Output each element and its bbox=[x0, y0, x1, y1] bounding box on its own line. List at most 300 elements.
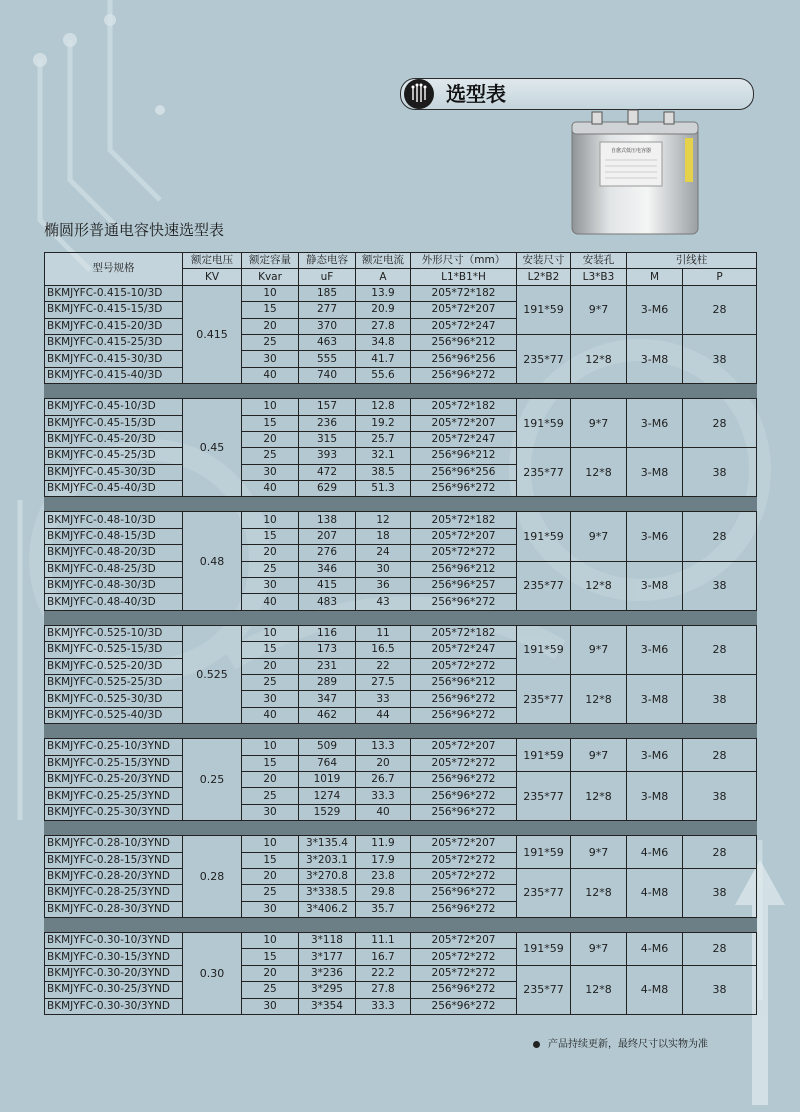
table-row bbox=[45, 836, 757, 852]
capacitance-cell: 207 bbox=[299, 528, 356, 544]
terminal-m-cell: 3-M6 bbox=[627, 512, 683, 561]
capacitance-cell: 3*236 bbox=[299, 965, 356, 981]
capacity-cell: 30 bbox=[242, 901, 299, 917]
current-cell: 30 bbox=[356, 561, 411, 577]
capacitance-cell: 1529 bbox=[299, 804, 356, 820]
terminal-p-cell: 38 bbox=[683, 561, 757, 610]
capacity-cell: 30 bbox=[242, 351, 299, 367]
dimension-cell: 256*96*256 bbox=[411, 351, 517, 367]
mount-hole-cell: 12*8 bbox=[571, 334, 627, 383]
dimension-cell: 256*96*272 bbox=[411, 367, 517, 383]
current-cell: 16.5 bbox=[356, 642, 411, 658]
dimension-cell: 256*96*212 bbox=[411, 674, 517, 690]
dimension-cell: 205*72*182 bbox=[411, 285, 517, 301]
terminal-p-cell: 28 bbox=[683, 933, 757, 966]
dimension-cell: 205*72*272 bbox=[411, 545, 517, 561]
capacitance-cell: 116 bbox=[299, 625, 356, 641]
capacitance-cell: 3*270.8 bbox=[299, 868, 356, 884]
dimension-cell: 205*72*182 bbox=[411, 625, 517, 641]
capacity-cell: 20 bbox=[242, 771, 299, 787]
dimension-cell: 256*96*272 bbox=[411, 707, 517, 723]
dimension-cell: 256*96*272 bbox=[411, 691, 517, 707]
mount-hole-cell: 9*7 bbox=[571, 836, 627, 869]
capacitance-cell: 3*135.4 bbox=[299, 836, 356, 852]
mount-size-cell: 191*59 bbox=[517, 739, 571, 772]
model-cell: BKMJYFC-0.525-25/3D bbox=[45, 674, 183, 690]
model-cell: BKMJYFC-0.45-40/3D bbox=[45, 481, 183, 497]
model-cell: BKMJYFC-0.415-20/3D bbox=[45, 318, 183, 334]
voltage-cell: 0.28 bbox=[183, 836, 242, 918]
mount-size-cell: 235*77 bbox=[517, 771, 571, 820]
capacitance-cell: 231 bbox=[299, 658, 356, 674]
dimension-cell: 205*72*207 bbox=[411, 415, 517, 431]
header-rated-voltage: 额定电压 bbox=[183, 253, 242, 269]
mount-hole-cell: 12*8 bbox=[571, 448, 627, 497]
model-cell: BKMJYFC-0.415-15/3D bbox=[45, 302, 183, 318]
terminal-m-cell: 4-M6 bbox=[627, 933, 683, 966]
current-cell: 11.1 bbox=[356, 933, 411, 949]
current-cell: 17.9 bbox=[356, 852, 411, 868]
dimension-cell: 205*72*207 bbox=[411, 739, 517, 755]
mount-hole-cell: 9*7 bbox=[571, 512, 627, 561]
unit-uf: uF bbox=[299, 269, 356, 285]
dimension-cell: 205*72*247 bbox=[411, 642, 517, 658]
capacity-cell: 40 bbox=[242, 707, 299, 723]
separator-cell bbox=[45, 384, 757, 399]
capacitance-cell: 555 bbox=[299, 351, 356, 367]
capacity-cell: 20 bbox=[242, 318, 299, 334]
table-row bbox=[45, 674, 757, 690]
group-separator bbox=[45, 724, 757, 739]
table-row bbox=[45, 285, 757, 301]
model-cell: BKMJYFC-0.28-20/3YND bbox=[45, 868, 183, 884]
model-cell: BKMJYFC-0.48-25/3D bbox=[45, 561, 183, 577]
terminal-p-cell: 28 bbox=[683, 512, 757, 561]
mount-size-cell: 191*59 bbox=[517, 285, 571, 334]
mount-hole-cell: 9*7 bbox=[571, 285, 627, 334]
current-cell: 20 bbox=[356, 755, 411, 771]
terminal-m-cell: 4-M8 bbox=[627, 868, 683, 917]
terminal-m-cell: 3-M8 bbox=[627, 448, 683, 497]
mount-hole-cell: 12*8 bbox=[571, 771, 627, 820]
voltage-cell: 0.48 bbox=[183, 512, 242, 610]
capacitance-cell: 3*338.5 bbox=[299, 885, 356, 901]
capacity-cell: 40 bbox=[242, 481, 299, 497]
model-cell: BKMJYFC-0.30-20/3YND bbox=[45, 965, 183, 981]
model-cell: BKMJYFC-0.28-30/3YND bbox=[45, 901, 183, 917]
dimension-cell: 256*96*272 bbox=[411, 982, 517, 998]
model-cell: BKMJYFC-0.28-15/3YND bbox=[45, 852, 183, 868]
current-cell: 38.5 bbox=[356, 464, 411, 480]
terminal-m-cell: 3-M8 bbox=[627, 334, 683, 383]
dimension-cell: 256*96*272 bbox=[411, 594, 517, 610]
separator-cell bbox=[45, 610, 757, 625]
header-terminal: 引线柱 bbox=[627, 253, 757, 269]
separator-cell bbox=[45, 821, 757, 836]
current-cell: 29.8 bbox=[356, 885, 411, 901]
mount-size-cell: 191*59 bbox=[517, 625, 571, 674]
current-cell: 36 bbox=[356, 578, 411, 594]
model-cell: BKMJYFC-0.45-25/3D bbox=[45, 448, 183, 464]
capacity-cell: 15 bbox=[242, 852, 299, 868]
terminal-m-cell: 4-M8 bbox=[627, 965, 683, 1014]
capacity-cell: 30 bbox=[242, 804, 299, 820]
capacitance-cell: 3*177 bbox=[299, 949, 356, 965]
model-cell: BKMJYFC-0.45-30/3D bbox=[45, 464, 183, 480]
capacitance-cell: 509 bbox=[299, 739, 356, 755]
capacitance-cell: 463 bbox=[299, 334, 356, 350]
current-cell: 44 bbox=[356, 707, 411, 723]
dimension-cell: 205*72*207 bbox=[411, 528, 517, 544]
capacity-cell: 20 bbox=[242, 868, 299, 884]
footer-note bbox=[533, 1035, 708, 1050]
capacity-cell: 20 bbox=[242, 431, 299, 447]
capacitance-cell: 1274 bbox=[299, 788, 356, 804]
capacitance-cell: 472 bbox=[299, 464, 356, 480]
model-cell: BKMJYFC-0.48-40/3D bbox=[45, 594, 183, 610]
mount-size-cell: 191*59 bbox=[517, 933, 571, 966]
mount-hole-cell: 12*8 bbox=[571, 965, 627, 1014]
capacitance-cell: 393 bbox=[299, 448, 356, 464]
model-cell: BKMJYFC-0.30-30/3YND bbox=[45, 998, 183, 1014]
table-title: 椭圆形普通电容快速选型表 bbox=[44, 221, 225, 239]
dimension-cell: 256*96*272 bbox=[411, 481, 517, 497]
header-static-capacitance: 静态电容 bbox=[299, 253, 356, 269]
capacitance-cell: 236 bbox=[299, 415, 356, 431]
dimension-cell: 205*72*272 bbox=[411, 755, 517, 771]
current-cell: 12.8 bbox=[356, 399, 411, 415]
capacity-cell: 10 bbox=[242, 399, 299, 415]
table-header bbox=[45, 253, 757, 286]
mount-hole-cell: 12*8 bbox=[571, 868, 627, 917]
terminal-p-cell: 28 bbox=[683, 739, 757, 772]
group-separator bbox=[45, 821, 757, 836]
terminal-m-cell: 3-M6 bbox=[627, 625, 683, 674]
header-rated-capacity: 额定容量 bbox=[242, 253, 299, 269]
terminal-p-cell: 38 bbox=[683, 334, 757, 383]
capacity-cell: 25 bbox=[242, 674, 299, 690]
header-rated-current: 额定电流 bbox=[356, 253, 411, 269]
dimension-cell: 256*96*212 bbox=[411, 334, 517, 350]
model-cell: BKMJYFC-0.30-25/3YND bbox=[45, 982, 183, 998]
current-cell: 40 bbox=[356, 804, 411, 820]
dimension-cell: 256*96*272 bbox=[411, 804, 517, 820]
capacity-cell: 40 bbox=[242, 594, 299, 610]
dimension-cell: 205*72*272 bbox=[411, 852, 517, 868]
group-separator bbox=[45, 497, 757, 512]
terminal-p-cell: 38 bbox=[683, 771, 757, 820]
table-row bbox=[45, 965, 757, 981]
capacitor-logo-icon bbox=[404, 79, 434, 109]
capacitance-cell: 347 bbox=[299, 691, 356, 707]
header-dimensions: 外形尺寸（mm） bbox=[411, 253, 517, 269]
capacity-cell: 30 bbox=[242, 998, 299, 1014]
dimension-cell: 205*72*272 bbox=[411, 868, 517, 884]
capacity-cell: 25 bbox=[242, 885, 299, 901]
capacity-cell: 40 bbox=[242, 367, 299, 383]
capacity-cell: 20 bbox=[242, 658, 299, 674]
model-cell: BKMJYFC-0.30-10/3YND bbox=[45, 933, 183, 949]
capacitor-product-image bbox=[560, 108, 710, 238]
capacitance-cell: 185 bbox=[299, 285, 356, 301]
bullet-icon bbox=[533, 1041, 540, 1048]
model-cell: BKMJYFC-0.48-10/3D bbox=[45, 512, 183, 528]
current-cell: 51.3 bbox=[356, 481, 411, 497]
table-row bbox=[45, 399, 757, 415]
group-separator bbox=[45, 610, 757, 625]
capacity-cell: 25 bbox=[242, 982, 299, 998]
current-cell: 55.6 bbox=[356, 367, 411, 383]
current-cell: 25.7 bbox=[356, 431, 411, 447]
current-cell: 24 bbox=[356, 545, 411, 561]
dimension-cell: 256*96*212 bbox=[411, 448, 517, 464]
capacitance-cell: 462 bbox=[299, 707, 356, 723]
current-cell: 27.5 bbox=[356, 674, 411, 690]
unit-p: P bbox=[683, 269, 757, 285]
mount-hole-cell: 9*7 bbox=[571, 625, 627, 674]
capacitance-cell: 173 bbox=[299, 642, 356, 658]
mount-hole-cell: 9*7 bbox=[571, 933, 627, 966]
terminal-m-cell: 3-M8 bbox=[627, 674, 683, 723]
model-cell: BKMJYFC-0.525-20/3D bbox=[45, 658, 183, 674]
voltage-cell: 0.25 bbox=[183, 739, 242, 821]
terminal-m-cell: 3-M6 bbox=[627, 285, 683, 334]
current-cell: 34.8 bbox=[356, 334, 411, 350]
terminal-m-cell: 3-M6 bbox=[627, 739, 683, 772]
mount-size-cell: 235*77 bbox=[517, 561, 571, 610]
capacitance-cell: 3*203.1 bbox=[299, 852, 356, 868]
selection-table bbox=[44, 252, 757, 1015]
terminal-p-cell: 38 bbox=[683, 965, 757, 1014]
voltage-cell: 0.30 bbox=[183, 933, 242, 1015]
separator-cell bbox=[45, 497, 757, 512]
group-separator bbox=[45, 918, 757, 933]
model-cell: BKMJYFC-0.30-15/3YND bbox=[45, 949, 183, 965]
model-cell: BKMJYFC-0.25-10/3YND bbox=[45, 739, 183, 755]
unit-hole: L3*B3 bbox=[571, 269, 627, 285]
mount-size-cell: 235*77 bbox=[517, 868, 571, 917]
capacitance-cell: 3*354 bbox=[299, 998, 356, 1014]
capacitance-cell: 277 bbox=[299, 302, 356, 318]
terminal-p-cell: 38 bbox=[683, 868, 757, 917]
model-cell: BKMJYFC-0.25-30/3YND bbox=[45, 804, 183, 820]
capacitance-cell: 764 bbox=[299, 755, 356, 771]
model-cell: BKMJYFC-0.525-40/3D bbox=[45, 707, 183, 723]
table-row bbox=[45, 868, 757, 884]
capacity-cell: 15 bbox=[242, 415, 299, 431]
mount-size-cell: 235*77 bbox=[517, 965, 571, 1014]
group-separator bbox=[45, 384, 757, 399]
model-cell: BKMJYFC-0.45-20/3D bbox=[45, 431, 183, 447]
dimension-cell: 205*72*182 bbox=[411, 399, 517, 415]
model-cell: BKMJYFC-0.415-30/3D bbox=[45, 351, 183, 367]
capacitance-cell: 157 bbox=[299, 399, 356, 415]
capacity-cell: 15 bbox=[242, 949, 299, 965]
table-row bbox=[45, 334, 757, 350]
unit-a: A bbox=[356, 269, 411, 285]
terminal-m-cell: 3-M8 bbox=[627, 771, 683, 820]
capacitance-cell: 346 bbox=[299, 561, 356, 577]
capacitance-cell: 138 bbox=[299, 512, 356, 528]
current-cell: 43 bbox=[356, 594, 411, 610]
capacitance-cell: 370 bbox=[299, 318, 356, 334]
voltage-cell: 0.525 bbox=[183, 625, 242, 723]
model-cell: BKMJYFC-0.28-25/3YND bbox=[45, 885, 183, 901]
current-cell: 13.3 bbox=[356, 739, 411, 755]
capacity-cell: 15 bbox=[242, 528, 299, 544]
dimension-cell: 205*72*207 bbox=[411, 933, 517, 949]
model-cell: BKMJYFC-0.25-25/3YND bbox=[45, 788, 183, 804]
dimension-cell: 205*72*247 bbox=[411, 318, 517, 334]
dimension-cell: 256*96*212 bbox=[411, 561, 517, 577]
product-label: 自愈式低压电容器 bbox=[610, 148, 652, 154]
current-cell: 27.8 bbox=[356, 318, 411, 334]
current-cell: 27.8 bbox=[356, 982, 411, 998]
model-cell: BKMJYFC-0.415-40/3D bbox=[45, 367, 183, 383]
terminal-p-cell: 38 bbox=[683, 674, 757, 723]
page-title: 选型表 bbox=[446, 82, 506, 106]
model-cell: BKMJYFC-0.415-25/3D bbox=[45, 334, 183, 350]
separator-cell bbox=[45, 918, 757, 933]
capacity-cell: 20 bbox=[242, 965, 299, 981]
model-cell: BKMJYFC-0.48-15/3D bbox=[45, 528, 183, 544]
capacity-cell: 10 bbox=[242, 512, 299, 528]
dimension-cell: 256*96*272 bbox=[411, 771, 517, 787]
dimension-cell: 205*72*207 bbox=[411, 836, 517, 852]
table-row bbox=[45, 771, 757, 787]
dimension-cell: 205*72*182 bbox=[411, 512, 517, 528]
capacity-cell: 25 bbox=[242, 448, 299, 464]
header-model: 型号规格 bbox=[45, 253, 183, 286]
dimension-cell: 205*72*272 bbox=[411, 658, 517, 674]
dimension-cell: 256*96*272 bbox=[411, 885, 517, 901]
model-cell: BKMJYFC-0.525-30/3D bbox=[45, 691, 183, 707]
capacity-cell: 15 bbox=[242, 302, 299, 318]
dimension-cell: 205*72*272 bbox=[411, 949, 517, 965]
model-cell: BKMJYFC-0.28-10/3YND bbox=[45, 836, 183, 852]
capacity-cell: 10 bbox=[242, 285, 299, 301]
dimension-cell: 256*96*272 bbox=[411, 788, 517, 804]
mount-hole-cell: 12*8 bbox=[571, 561, 627, 610]
capacity-cell: 20 bbox=[242, 545, 299, 561]
capacity-cell: 10 bbox=[242, 739, 299, 755]
capacity-cell: 15 bbox=[242, 642, 299, 658]
capacity-cell: 30 bbox=[242, 578, 299, 594]
mount-hole-cell: 12*8 bbox=[571, 674, 627, 723]
model-cell: BKMJYFC-0.45-10/3D bbox=[45, 399, 183, 415]
capacitance-cell: 315 bbox=[299, 431, 356, 447]
terminal-p-cell: 28 bbox=[683, 399, 757, 448]
model-cell: BKMJYFC-0.525-10/3D bbox=[45, 625, 183, 641]
mount-size-cell: 191*59 bbox=[517, 512, 571, 561]
terminal-p-cell: 28 bbox=[683, 285, 757, 334]
separator-cell bbox=[45, 724, 757, 739]
voltage-cell: 0.45 bbox=[183, 399, 242, 497]
current-cell: 26.7 bbox=[356, 771, 411, 787]
dimension-cell: 205*72*272 bbox=[411, 965, 517, 981]
capacitance-cell: 415 bbox=[299, 578, 356, 594]
unit-dim: L1*B1*H bbox=[411, 269, 517, 285]
capacitance-cell: 740 bbox=[299, 367, 356, 383]
capacity-cell: 25 bbox=[242, 334, 299, 350]
capacitance-cell: 3*295 bbox=[299, 982, 356, 998]
capacitance-cell: 276 bbox=[299, 545, 356, 561]
dimension-cell: 205*72*207 bbox=[411, 302, 517, 318]
terminal-p-cell: 38 bbox=[683, 448, 757, 497]
mount-size-cell: 235*77 bbox=[517, 674, 571, 723]
current-cell: 19.2 bbox=[356, 415, 411, 431]
unit-mount: L2*B2 bbox=[517, 269, 571, 285]
terminal-p-cell: 28 bbox=[683, 836, 757, 869]
table-row bbox=[45, 512, 757, 528]
capacity-cell: 10 bbox=[242, 933, 299, 949]
mount-hole-cell: 9*7 bbox=[571, 739, 627, 772]
capacity-cell: 25 bbox=[242, 788, 299, 804]
dimension-cell: 256*96*272 bbox=[411, 998, 517, 1014]
terminal-p-cell: 28 bbox=[683, 625, 757, 674]
current-cell: 11 bbox=[356, 625, 411, 641]
terminal-m-cell: 4-M6 bbox=[627, 836, 683, 869]
capacity-cell: 30 bbox=[242, 691, 299, 707]
capacitance-cell: 1019 bbox=[299, 771, 356, 787]
current-cell: 22.2 bbox=[356, 965, 411, 981]
dimension-cell: 256*96*256 bbox=[411, 464, 517, 480]
model-cell: BKMJYFC-0.45-15/3D bbox=[45, 415, 183, 431]
dimension-cell: 256*96*257 bbox=[411, 578, 517, 594]
current-cell: 23.8 bbox=[356, 868, 411, 884]
current-cell: 11.9 bbox=[356, 836, 411, 852]
mount-size-cell: 235*77 bbox=[517, 334, 571, 383]
table-row bbox=[45, 448, 757, 464]
model-cell: BKMJYFC-0.48-30/3D bbox=[45, 578, 183, 594]
header-mount-hole: 安装孔 bbox=[571, 253, 627, 269]
dimension-cell: 205*72*247 bbox=[411, 431, 517, 447]
current-cell: 33.3 bbox=[356, 788, 411, 804]
model-cell: BKMJYFC-0.25-15/3YND bbox=[45, 755, 183, 771]
capacitance-cell: 289 bbox=[299, 674, 356, 690]
table-row bbox=[45, 625, 757, 641]
unit-kvar: Kvar bbox=[242, 269, 299, 285]
current-cell: 41.7 bbox=[356, 351, 411, 367]
current-cell: 20.9 bbox=[356, 302, 411, 318]
current-cell: 13.9 bbox=[356, 285, 411, 301]
voltage-cell: 0.415 bbox=[183, 285, 242, 383]
current-cell: 35.7 bbox=[356, 901, 411, 917]
capacity-cell: 15 bbox=[242, 755, 299, 771]
mount-size-cell: 191*59 bbox=[517, 399, 571, 448]
model-cell: BKMJYFC-0.525-15/3D bbox=[45, 642, 183, 658]
table-row bbox=[45, 561, 757, 577]
capacitance-cell: 629 bbox=[299, 481, 356, 497]
current-cell: 12 bbox=[356, 512, 411, 528]
table-body bbox=[45, 285, 757, 1014]
current-cell: 32.1 bbox=[356, 448, 411, 464]
model-cell: BKMJYFC-0.48-20/3D bbox=[45, 545, 183, 561]
capacitance-cell: 483 bbox=[299, 594, 356, 610]
capacity-cell: 30 bbox=[242, 464, 299, 480]
current-cell: 16.7 bbox=[356, 949, 411, 965]
capacity-cell: 10 bbox=[242, 625, 299, 641]
current-cell: 33.3 bbox=[356, 998, 411, 1014]
terminal-m-cell: 3-M8 bbox=[627, 561, 683, 610]
model-cell: BKMJYFC-0.25-20/3YND bbox=[45, 771, 183, 787]
model-cell: BKMJYFC-0.415-10/3D bbox=[45, 285, 183, 301]
unit-m: M bbox=[627, 269, 683, 285]
dimension-cell: 256*96*272 bbox=[411, 901, 517, 917]
table-row bbox=[45, 739, 757, 755]
mount-hole-cell: 9*7 bbox=[571, 399, 627, 448]
current-cell: 33 bbox=[356, 691, 411, 707]
